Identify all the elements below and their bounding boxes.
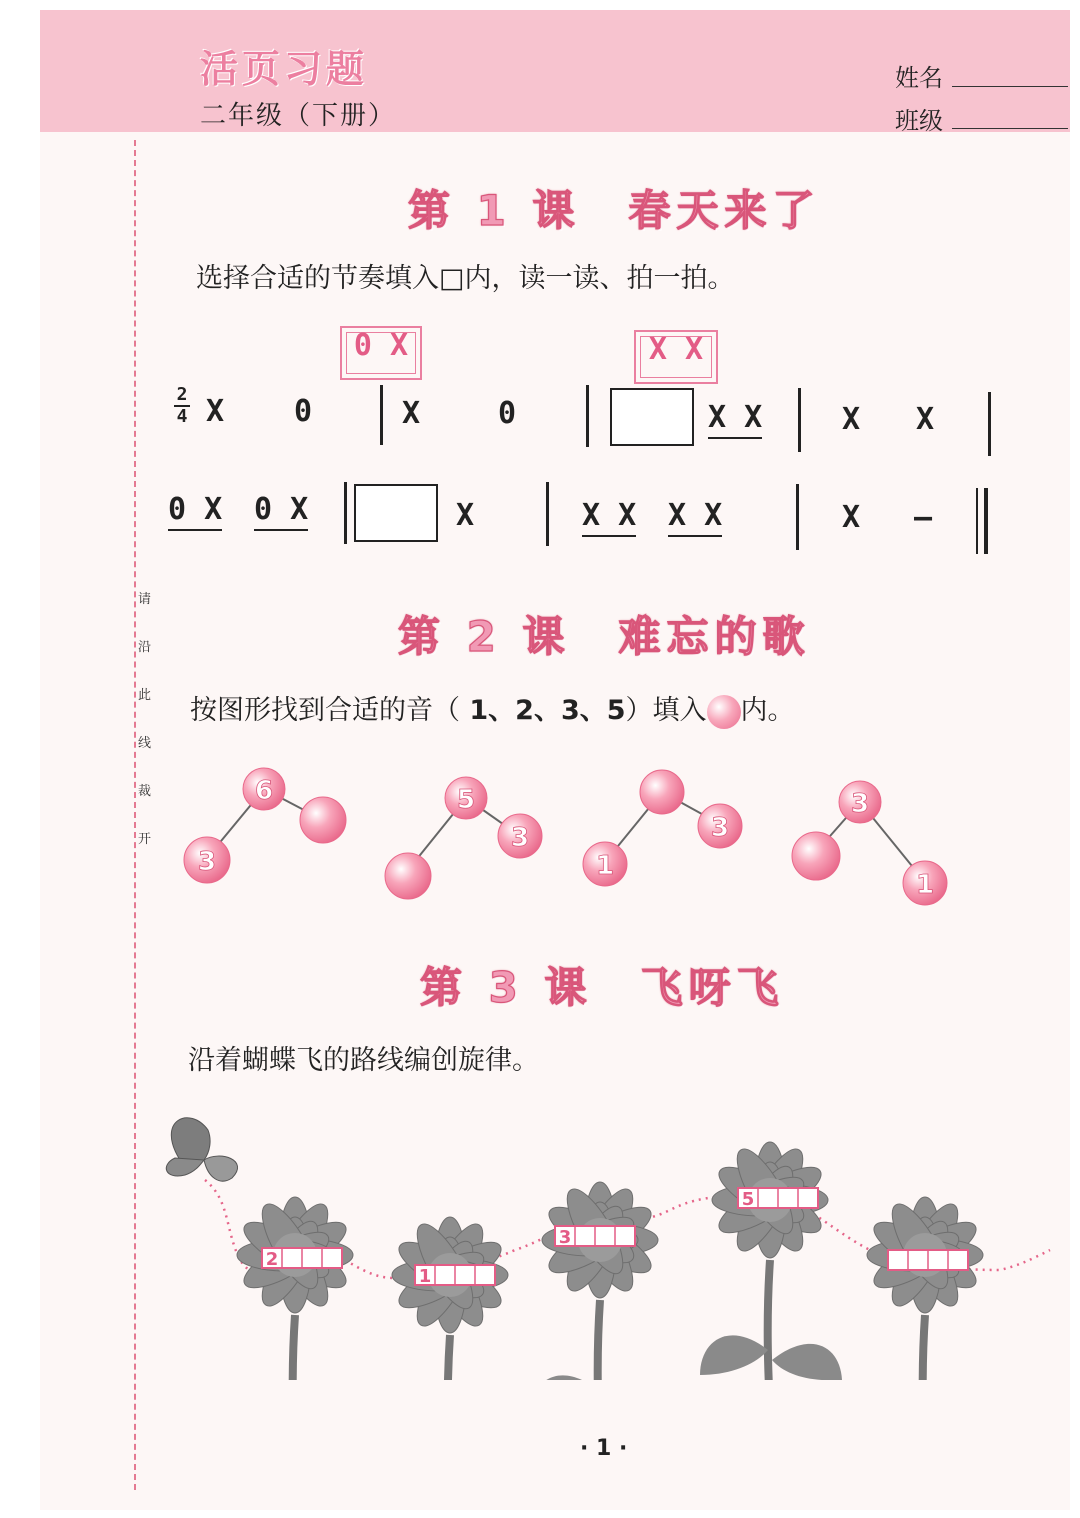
first-note: 3 xyxy=(558,1227,572,1248)
note-ball xyxy=(792,832,840,880)
lesson1-title: 第 1 课 春天来了 xyxy=(408,186,821,235)
bar-line xyxy=(586,385,589,447)
note-number: 6 xyxy=(254,776,274,806)
answer-box[interactable] xyxy=(354,484,438,542)
beat: 0 xyxy=(294,394,313,429)
beat-eighth-pair: 0 X xyxy=(168,492,222,531)
rhythm-option-0x[interactable] xyxy=(340,326,422,380)
option-label: 0 X xyxy=(353,328,409,363)
note-number: 5 xyxy=(456,785,476,815)
cut-line-char: 请 xyxy=(138,592,152,607)
note-number: 3 xyxy=(710,813,730,843)
note-group-4 xyxy=(792,781,947,905)
final-bar-thick xyxy=(984,488,988,554)
flower-5 xyxy=(855,1197,997,1380)
lesson3-instruction: 沿着蝴蝶飞的路线编创旋律。 xyxy=(188,1045,539,1076)
note-ball xyxy=(385,853,431,899)
pink-circle-icon xyxy=(707,695,741,729)
page-number: · 1 · xyxy=(580,1436,628,1461)
note-group-3 xyxy=(583,770,742,886)
cut-line-char: 开 xyxy=(138,832,152,847)
name-field[interactable] xyxy=(952,86,1068,87)
first-note: 5 xyxy=(741,1189,755,1210)
beat: X xyxy=(456,498,475,533)
note-group-2 xyxy=(385,777,542,899)
class-label: 班级 xyxy=(895,107,943,135)
answer-box[interactable] xyxy=(610,388,694,446)
answer-strip-4 xyxy=(738,1188,818,1210)
lesson2-instruction: 按图形找到合适的音（ 1、2、3、5）填入 内。 xyxy=(190,688,795,729)
beat-eighth-pair: 0 X xyxy=(254,492,308,531)
bar-line xyxy=(796,484,799,550)
flower-2 xyxy=(380,1217,522,1380)
name-label: 姓名 xyxy=(895,64,943,92)
final-bar-thin xyxy=(976,488,978,554)
cut-line-char: 裁 xyxy=(138,784,152,799)
bar-line xyxy=(344,482,347,544)
answer-strip-1 xyxy=(262,1248,342,1270)
flower-3 xyxy=(530,1182,672,1380)
butterfly-flower-path xyxy=(150,1100,1070,1380)
note-group-1 xyxy=(184,768,346,883)
note-number: 3 xyxy=(197,847,217,877)
beat: X xyxy=(916,402,935,437)
first-note: 2 xyxy=(265,1249,279,1270)
note-shape-figures xyxy=(0,740,1080,920)
grade-label: 二年级（下册） xyxy=(200,101,397,131)
note-number: 3 xyxy=(510,823,530,853)
beat-eighth-pair: X X xyxy=(582,498,636,537)
answer-strip-5 xyxy=(888,1250,968,1270)
answer-strip-3 xyxy=(555,1226,635,1248)
beat: X xyxy=(842,500,861,535)
note-number: 1 xyxy=(595,851,615,881)
time-signature: 2 4 xyxy=(172,386,192,426)
note-number: 3 xyxy=(850,789,870,819)
beat: X xyxy=(842,402,861,437)
note-ball xyxy=(300,797,346,843)
dash-sustain: – xyxy=(914,500,933,535)
beat: X xyxy=(206,394,225,429)
flower-1 xyxy=(225,1197,367,1380)
note-number: 1 xyxy=(915,870,935,900)
class-field[interactable] xyxy=(952,128,1068,129)
butterfly-icon xyxy=(166,1118,237,1181)
cut-line-char: 此 xyxy=(138,688,152,703)
option-label: X X xyxy=(648,332,704,367)
beat-eighth-pair: X X xyxy=(668,498,722,537)
note-ball xyxy=(640,770,684,814)
beat: X xyxy=(402,396,421,431)
answer-strip-2 xyxy=(415,1265,495,1287)
worksheet-title: 活页习题 xyxy=(200,47,369,91)
lesson3-title: 第 3 课 飞呀飞 xyxy=(420,963,785,1012)
beat-eighth-pair: X X xyxy=(708,400,762,439)
lesson1-instruction: 选择合适的节奏填入□内，读一读、拍一拍。 xyxy=(196,263,735,294)
flower-4 xyxy=(700,1142,842,1380)
lesson2-title: 第 2 课 难忘的歌 xyxy=(398,612,811,661)
first-note: 1 xyxy=(418,1266,432,1287)
bar-line xyxy=(798,388,801,452)
cut-line-char: 线 xyxy=(138,736,152,751)
rhythm-option-xx[interactable] xyxy=(634,330,718,384)
bar-line xyxy=(546,482,549,546)
bar-line xyxy=(988,392,991,456)
beat: 0 xyxy=(498,396,517,431)
cut-line-char: 沿 xyxy=(138,640,152,655)
note-choices: 1、2、3、5 xyxy=(460,695,626,726)
bar-line xyxy=(380,385,383,445)
